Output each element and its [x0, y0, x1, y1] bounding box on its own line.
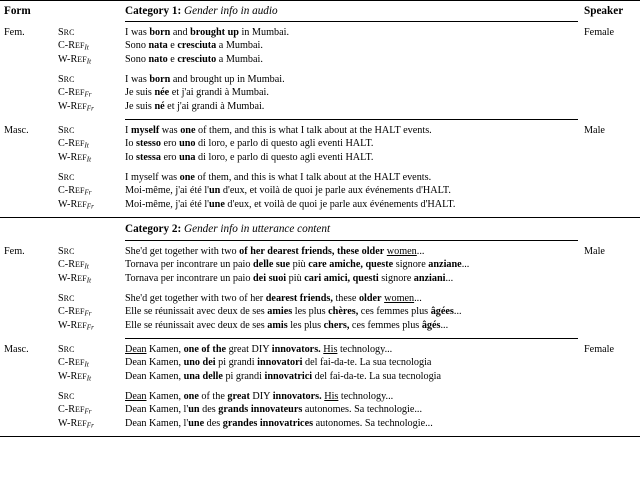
sentence-text: Tornava per incontrare un paio dei suoi più cari amici, questi signore anziani...: [125, 273, 454, 285]
sentence-line: [36, 403, 578, 417]
sentence-tag: $W-REF_{It}$: [58, 54, 92, 66]
sentence-tag: $C-REF_{It}$: [58, 138, 89, 150]
sentence-tag: $C-REF_{Fr}$: [58, 185, 92, 197]
category-2-description: Gender info in utterance content: [184, 222, 331, 235]
sentence-line: [36, 124, 578, 137]
sentence-line: [36, 370, 578, 384]
category-1-title: [125, 5, 578, 17]
sentence-text: Sono nata e cresciuta a Mumbai.: [125, 40, 263, 52]
category-2-header-row: [0, 218, 640, 240]
sentence-text: I was born and brought up in Mumbai.: [125, 73, 285, 85]
sentence-text: She'd get together with two of her dearest friends, these older women...: [125, 292, 422, 304]
sentence-text: Tornava per incontrare un paio delle sue più care amiche, queste signore anziane...: [125, 259, 470, 271]
sentence-tag: SRC: [58, 124, 75, 136]
sentence-line: [36, 151, 578, 165]
sentence-tag: $C-REF_{Fr}$: [58, 87, 92, 99]
category-1-number: Category 1: [125, 5, 178, 17]
sentence-line: [36, 39, 578, 53]
sentence-text: Moi-même, j'ai été l'une d'eux, et voilà de quoi je parle aux événements d'HALT.: [125, 199, 456, 211]
column-header-speaker: Speaker: [584, 5, 624, 17]
sentence-tag: $C-REF_{Fr}$: [58, 404, 92, 416]
sentence-text: Je suis née et j'ai grandi à Mumbai.: [125, 87, 269, 99]
speaker-label: Female: [584, 343, 614, 355]
sentence-tag: SRC: [58, 245, 75, 257]
sentence-text: I myself was one of them, and this is what I talk about at the HALT events.: [125, 124, 432, 136]
sentence-line: [36, 86, 578, 100]
table-row: [0, 339, 640, 436]
sentence-tag: $W-REF_{Fr}$: [58, 199, 94, 211]
category-2-number: Category 2: [125, 222, 178, 235]
sentence-line: [36, 198, 578, 212]
sentence-text: I was born and brought up in Mumbai.: [125, 27, 289, 38]
category-2-title: [125, 223, 578, 235]
sentence-text: Elle se réunissait avec deux de ses amis les plus chers, ces femmes plus âgés...: [125, 320, 449, 332]
sentence-tag: $C-REF_{Fr}$: [58, 306, 92, 318]
sentence-tag: SRC: [58, 27, 75, 38]
sentence-group: [36, 26, 578, 114]
sentence-tag: SRC: [58, 390, 75, 402]
sentence-tag: $C-REF_{It}$: [58, 259, 89, 271]
sentence-line: [36, 258, 578, 272]
form-label: Masc.: [4, 124, 29, 136]
speaker-label: Female: [584, 27, 614, 38]
category-tag-spacer: [36, 223, 125, 235]
sentence-text: Io stessa ero una di loro, e parlo di questo agli eventi HALT.: [125, 152, 374, 164]
table-header-row: [0, 1, 640, 21]
speaker-label: Male: [584, 124, 605, 136]
form-label: Masc.: [4, 343, 29, 355]
form-label: Fem.: [4, 245, 25, 257]
column-header-form: Form: [4, 5, 31, 17]
sentence-line: [36, 272, 578, 286]
sentence-tag: $W-REF_{Fr}$: [58, 320, 94, 332]
table-bottom-rule: [0, 436, 640, 437]
sentence-line: [36, 184, 578, 198]
sentence-tag: $W-REF_{It}$: [58, 371, 92, 383]
sentence-line: [36, 73, 578, 86]
sentence-tag: $W-REF_{It}$: [58, 273, 92, 285]
sentence-line: [36, 292, 578, 305]
sentence-tag: $W-REF_{Fr}$: [58, 418, 94, 430]
sentence-tag: $W-REF_{It}$: [58, 152, 92, 164]
sentence-text: Dean Kamen, una delle pi grandi innovatrici del fai-da-te. La sua tecnologia: [125, 371, 442, 383]
sentence-line: [36, 26, 578, 39]
form-label: Fem.: [4, 27, 25, 38]
sentence-tag: SRC: [58, 292, 75, 304]
table-row: [0, 22, 640, 119]
sentence-text: Io stesso ero uno di loro, e parlo di questo agli eventi HALT.: [125, 138, 374, 150]
sentence-line: [36, 356, 578, 370]
sentence-text: Sono nato e cresciuto a Mumbai.: [125, 54, 263, 66]
category-form-spacer: [0, 223, 36, 235]
category-1-description: Gender info in audio: [184, 5, 278, 17]
sentence-line: [36, 343, 578, 356]
sentence-tag: $C-REF_{It}$: [58, 40, 89, 52]
table-body: [0, 22, 640, 437]
sentence-text: She'd get together with two of her dearest friends, these older women...: [125, 245, 425, 257]
sentence-text: Moi-même, j'ai été l'un d'eux, et voilà de quoi je parle aux événements d'HALT.: [125, 185, 451, 197]
sentence-text: Elle se réunissait avec deux de ses amies les plus chères, ces femmes plus âgées...: [125, 306, 462, 318]
sentence-tag: $C-REF_{It}$: [58, 357, 89, 369]
sentence-line: [36, 137, 578, 151]
sentence-text: Dean Kamen, l'une des grandes innovatrices autonomes. Sa technologie...: [125, 418, 433, 430]
sentence-line: [36, 319, 578, 333]
sentence-group: [36, 124, 578, 212]
sentence-group: [36, 245, 578, 333]
sentence-text: Dean Kamen, one of the great DIY innovators. His technology...: [125, 390, 394, 402]
sentence-tag: SRC: [58, 343, 75, 355]
sentence-line: [36, 417, 578, 431]
category-2-separator: :: [177, 222, 185, 235]
sentence-line: [36, 100, 578, 114]
sentence-line: [36, 305, 578, 319]
sentence-group: [36, 343, 578, 431]
sentence-text: Dean Kamen, one of the great DIY innovators. His technology...: [125, 343, 393, 355]
sentence-tag: $W-REF_{Fr}$: [58, 101, 94, 113]
sentence-line: [36, 390, 578, 403]
table-row: [0, 120, 640, 217]
sentence-text: Dean Kamen, l'un des grands innovateurs autonomes. Sa technologie...: [125, 404, 423, 416]
sentence-tag: SRC: [58, 171, 75, 183]
sentence-text: Dean Kamen, uno dei pi grandi innovatori del fai-da-te. La sua tecnologia: [125, 357, 432, 369]
sentence-text: Je suis né et j'ai grandi à Mumbai.: [125, 101, 265, 113]
sentence-tag: SRC: [58, 73, 75, 85]
sentence-text: I myself was one of them, and this is what I talk about at the HALT events.: [125, 171, 432, 183]
category-speaker-spacer: [578, 223, 640, 235]
sentence-line: [36, 171, 578, 184]
sentence-line: [36, 53, 578, 67]
table-row: [0, 241, 640, 338]
speaker-label: Male: [584, 245, 605, 257]
sentence-line: [36, 245, 578, 258]
category-1-separator: :: [177, 5, 185, 17]
